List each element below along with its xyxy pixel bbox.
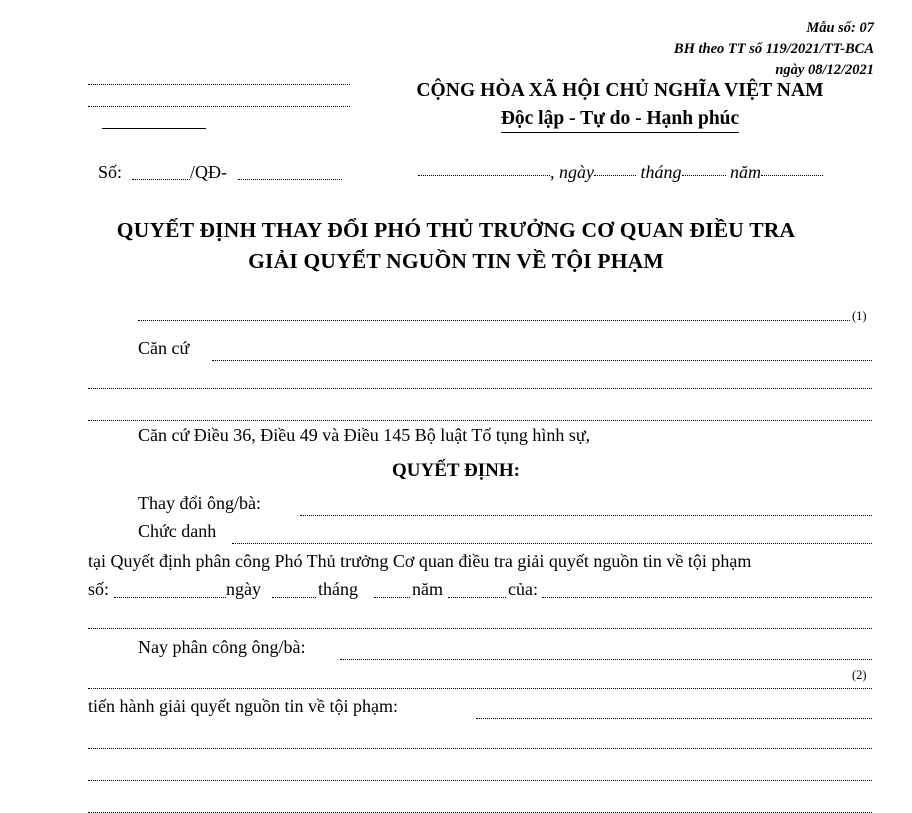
form-code-line2: BH theo TT số 119/2021/TT-BCA [673,41,874,58]
date-month: tháng [640,162,682,182]
nation-motto: Độc lập - Tự do - Hạnh phúc [501,108,739,133]
blank-line-5 [88,688,872,689]
issuing-agency-blank [88,84,350,129]
nation-title: CỘNG HÒA XÃ HỘI CHỦ NGHĨA VIỆT NAM [416,80,824,101]
blank-line-1 [138,320,850,321]
qd-label: /QĐ- [190,162,227,182]
thay-doi-blank [300,515,872,516]
blank-line-2 [88,388,872,389]
ngay-blank [272,597,316,598]
blank-line-3 [88,420,872,421]
month-blank [682,175,726,176]
thay-doi-label: Thay đổi ông/bà: [138,493,261,513]
blank-line-7 [88,780,872,781]
can-cu-label: Căn cứ [138,338,190,358]
tien-hanh-text: tiến hành giải quyết nguồn tin về tội phạm: [88,696,398,716]
can-cu-blank [212,360,872,361]
so-blank-3 [114,597,226,598]
cua-label: của: [508,579,538,599]
note-1-marker: (1) [852,309,867,323]
form-code-line3: ngày 08/12/2021 [775,62,874,79]
form-code-line1: Mẫu số: 07 [806,20,874,36]
chuc-danh-label: Chức danh [138,521,217,541]
national-header [360,80,880,133]
tien-hanh-blank [476,718,872,719]
note-2-marker: (2) [852,668,867,682]
date-year: năm [730,162,762,182]
so-blank-1 [132,179,190,180]
thang-label: tháng [318,579,358,599]
place-blank [418,175,550,176]
chuc-danh-blank [232,543,872,544]
page-title-line1: QUYẾT ĐỊNH THAY ĐỔI PHÓ THỦ TRƯỞNG CƠ QUAN ĐIỀU TRA [116,218,796,242]
so-label-2: số: [88,579,110,599]
ngay-label: ngày [226,579,261,599]
quyet-dinh-heading: QUYẾT ĐỊNH: [392,460,520,481]
can-cu-dieu-text: Căn cứ Điều 36, Điều 49 và Điều 145 Bộ luật Tố tụng hình sự, [138,425,591,445]
year-blank [761,175,823,176]
page-title [0,215,912,276]
date-prefix: , ngày [550,162,594,182]
agency-line-1 [88,84,350,85]
day-blank [594,175,636,176]
so-blank-2 [238,179,342,180]
nam-blank [448,597,506,598]
agency-underline [102,128,206,129]
thang-blank [374,597,410,598]
agency-line-2 [88,106,350,107]
page-title-line2: GIẢI QUYẾT NGUỒN TIN VỀ TỘI PHẠM [248,248,664,273]
blank-line-4 [88,628,872,629]
cua-blank [542,597,872,598]
nay-phan-cong-label: Nay phân công ông/bà: [138,637,306,657]
blank-line-6 [88,748,872,749]
form-code-block [674,18,874,81]
nam-label: năm [412,579,443,599]
tai-quyet-dinh-text: tại Quyết định phân công Phó Thủ trưởng Cơ quan điều tra giải quyết nguồn tin về tội phạm [88,551,752,571]
nay-phan-cong-blank [340,659,872,660]
date-line [418,162,838,183]
so-label: Số: [98,162,123,182]
number-date-row [0,162,912,188]
